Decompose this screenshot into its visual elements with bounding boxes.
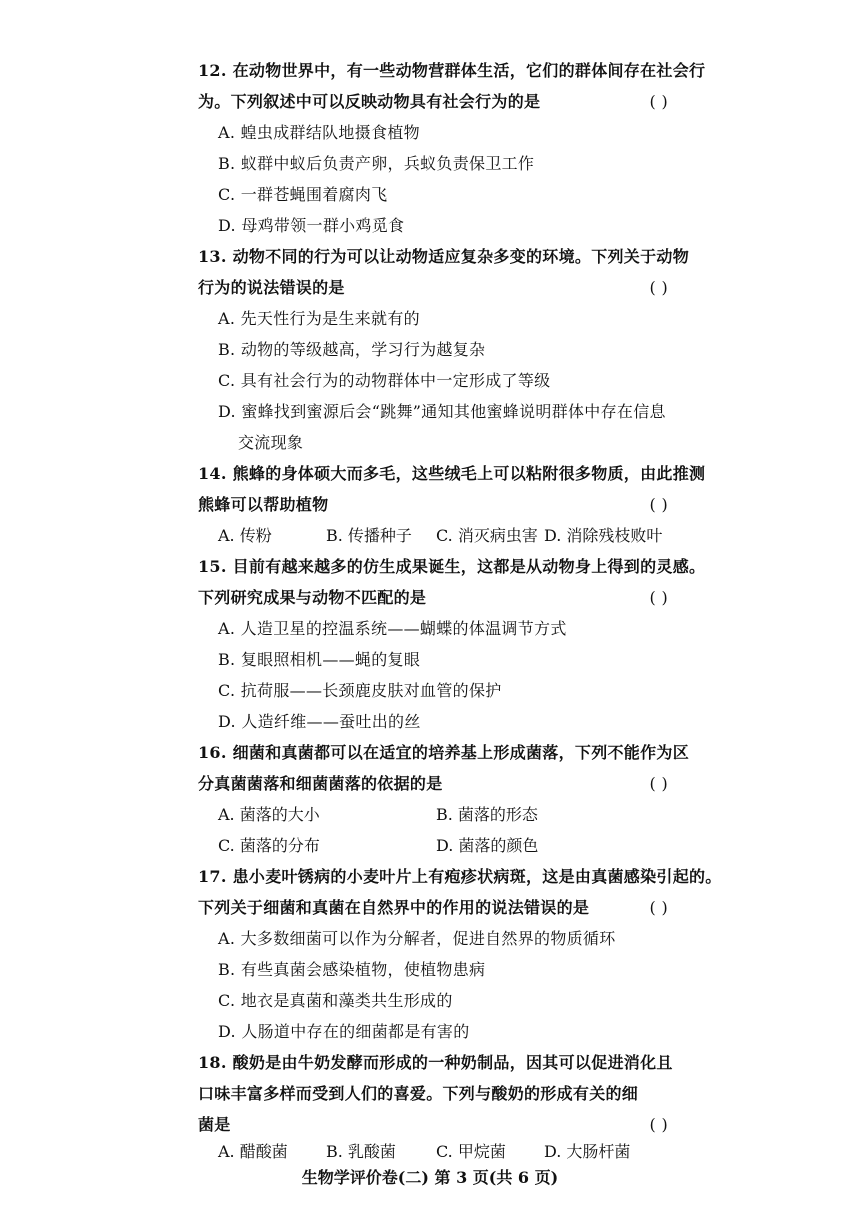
q13-option-c: C. 具有社会行为的动物群体中一定形成了等级: [218, 371, 551, 390]
q16-option-c: C. 菌落的分布: [218, 836, 320, 855]
q14-stem-line1: 14. 熊蜂的身体硕大而多毛，这些绒毛上可以粘附很多物质，由此推测: [198, 464, 706, 483]
q16-options-row-2: [218, 830, 668, 861]
q17-stem-text: 下列关于细菌和真菌在自然界中的作用的说法错误的是: [198, 898, 590, 917]
q12-stem-line2: [198, 86, 668, 117]
q18-stem-line1: 18. 酸奶是由牛奶发酵而形成的一种奶制品，因其可以促进消化且: [198, 1053, 673, 1072]
q13-stem-line1: 13. 动物不同的行为可以让动物适应复杂多变的环境。下列关于动物: [198, 247, 690, 266]
q16-options-row-1: [218, 799, 668, 830]
q14-stem-line2: [198, 489, 668, 520]
q15-option-a: A. 人造卫星的控温系统——蝴蝶的体温调节方式: [218, 619, 567, 638]
q17-option-a: A. 大多数细菌可以作为分解者，促进自然界的物质循环: [218, 929, 616, 948]
q14-option-c: C. 消灭病虫害: [436, 526, 538, 545]
page-footer: 生物学评价卷(二) 第 3 页(共 6 页): [301, 1168, 559, 1187]
q16-stem-line2: [198, 768, 668, 799]
q17-option-b: B. 有些真菌会感染植物，使植物患病: [218, 960, 486, 979]
q14-options-row: [218, 520, 668, 551]
q16-option-d: D. 菌落的颜色: [436, 836, 539, 855]
q16-stem-line1: 16. 细菌和真菌都可以在适宜的培养基上形成菌落，下列不能作为区: [198, 743, 690, 762]
q15-option-b: B. 复眼照相机——蝇的复眼: [218, 650, 421, 669]
q13-stem-line2: [198, 272, 668, 303]
q15-stem-text: 下列研究成果与动物不匹配的是: [198, 588, 427, 607]
q17-answer-bracket: ( ): [649, 898, 668, 917]
q14-option-a: A. 传粉: [218, 526, 272, 545]
q13-answer-bracket: ( ): [649, 278, 668, 297]
q13-option-d-continued: 交流现象: [238, 433, 304, 452]
q12-option-d: D. 母鸡带领一群小鸡觅食: [218, 216, 405, 235]
q18-option-d: D. 大肠杆菌: [544, 1142, 631, 1161]
q13-option-b: B. 动物的等级越高，学习行为越复杂: [218, 340, 486, 359]
q12-stem-text: 为。下列叙述中可以反映动物具有社会行为的是: [198, 92, 541, 111]
q16-option-b: B. 菌落的形态: [436, 805, 538, 824]
q13-option-a: A. 先天性行为是生来就有的: [218, 309, 420, 328]
q12-stem-line1: 12. 在动物世界中，有一些动物营群体生活，它们的群体间存在社会行: [198, 61, 706, 80]
q18-stem-text: 菌是: [198, 1115, 231, 1134]
q16-option-a: A. 菌落的大小: [218, 805, 320, 824]
q15-stem-line1: 15. 目前有越来越多的仿生成果诞生，这都是从动物身上得到的灵感。: [198, 557, 706, 576]
q18-options-row: [218, 1136, 668, 1167]
q15-option-c: C. 抗荷服——长颈鹿皮肤对血管的保护: [218, 681, 502, 700]
q18-stem-line2: 口味丰富多样而受到人们的喜爱。下列与酸奶的形成有关的细: [198, 1084, 639, 1103]
q17-option-c: C. 地衣是真菌和藻类共生形成的: [218, 991, 453, 1010]
q12-option-b: B. 蚁群中蚁后负责产卵，兵蚁负责保卫工作: [218, 154, 535, 173]
q12-option-c: C. 一群苍蝇围着腐肉飞: [218, 185, 388, 204]
q18-option-b: B. 乳酸菌: [326, 1142, 396, 1161]
q12-answer-bracket: ( ): [649, 92, 668, 111]
q15-option-d: D. 人造纤维——蚕吐出的丝: [218, 712, 421, 731]
q18-option-c: C. 甲烷菌: [436, 1142, 506, 1161]
q13-stem-text: 行为的说法错误的是: [198, 278, 345, 297]
q18-option-a: A. 醋酸菌: [218, 1142, 288, 1161]
q14-option-d: D. 消除残枝败叶: [544, 526, 663, 545]
q14-stem-text: 熊蜂可以帮助植物: [198, 495, 329, 514]
q15-answer-bracket: ( ): [649, 588, 668, 607]
q14-option-b: B. 传播种子: [326, 526, 412, 545]
q17-option-d: D. 人肠道中存在的细菌都是有害的: [218, 1022, 470, 1041]
q13-option-d: D. 蜜蜂找到蜜源后会“跳舞”通知其他蜜蜂说明群体中存在信息: [218, 402, 666, 421]
q16-answer-bracket: ( ): [649, 774, 668, 793]
q18-answer-bracket: ( ): [649, 1115, 668, 1134]
q12-option-a: A. 蝗虫成群结队地摄食植物: [218, 123, 420, 142]
q17-stem-line2: [198, 892, 668, 923]
q17-stem-line1: 17. 患小麦叶锈病的小麦叶片上有疱疹状病斑，这是由真菌感染引起的。: [198, 867, 722, 886]
q15-stem-line2: [198, 582, 668, 613]
q16-stem-text: 分真菌菌落和细菌菌落的依据的是: [198, 774, 443, 793]
q14-answer-bracket: ( ): [649, 495, 668, 514]
